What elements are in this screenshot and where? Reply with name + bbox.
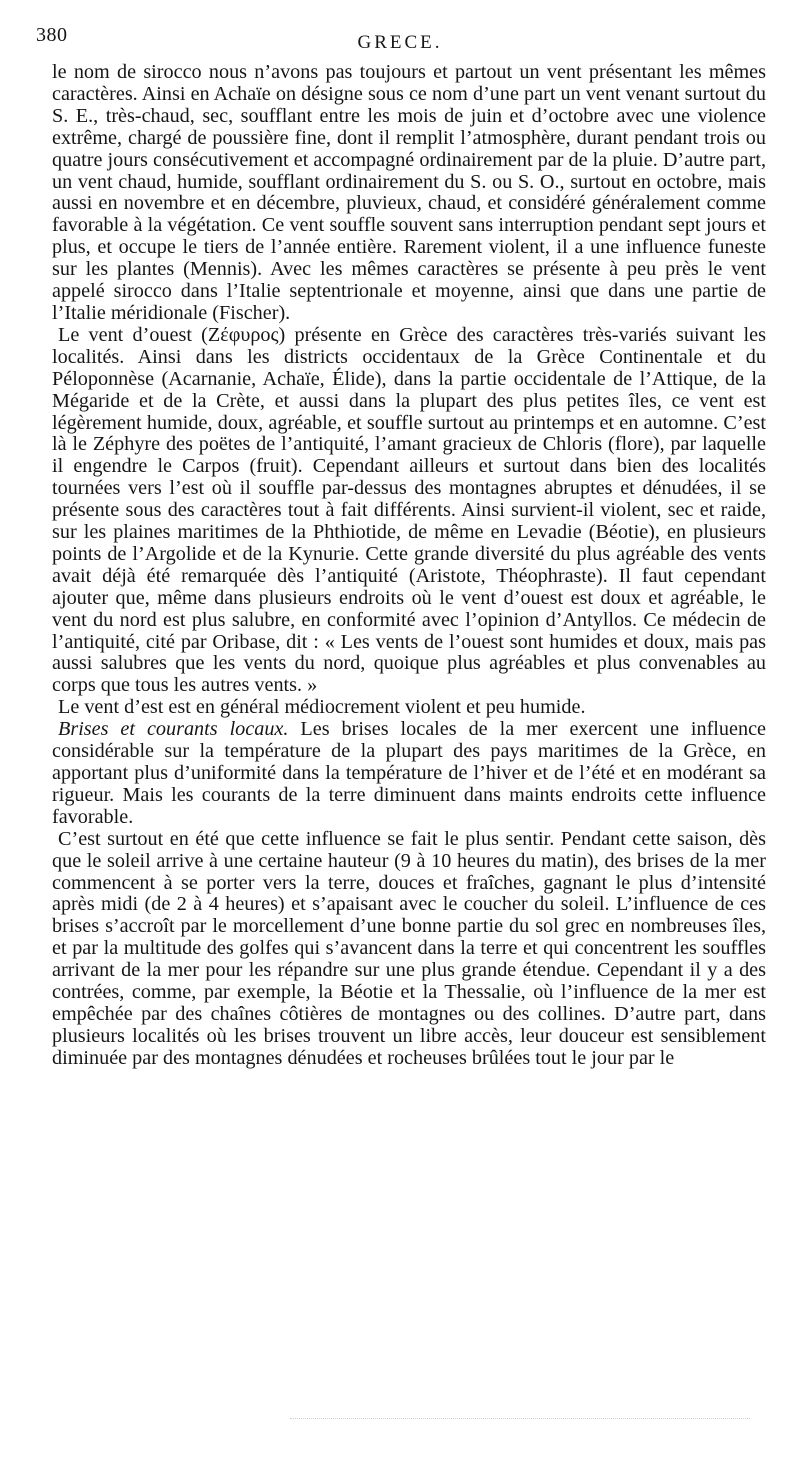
running-head: GRECE.: [357, 32, 443, 53]
section-heading-brises: Brises et courants locaux.: [58, 718, 289, 741]
paragraph-brises: [52, 719, 766, 829]
paragraph-ete: C’est surtout en été que cette influence se fait le plus sentir. Pendant cette saison, dès que le soleil arrive à une certaine hauteur (9 à 10 heures du matin), des brises de la mer commencent à se porter vers la terre, douces et fraîches, gagnant le plus d’intensité après midi (de 2 à 4 heures) et s’apaisant avec le coucher du soleil. L’influence de ces brises s’accroît par le morcellement d’une bonne partie du sol grec en nombreuses îles, et par la multitude des golfes qui s’avancent dans la terre et qui concentrent les souffles arrivant de la mer pour les répandre sur une plus grande étendue. Cependant il y a des contrées, comme, par exemple, la Béotie et la Thessalie, où l’influence de la mer est empêchée par des chaînes côtières de montagnes ou des collines. D’autre part, dans plusieurs localités où les brises trouvent un libre accès, leur douceur est sensiblement diminuée par des montagnes dénudées et rocheuses brûlées tout le jour par le: [52, 827, 766, 1069]
paragraph-sirocco: le nom de sirocco nous n’avons pas toujours et partout un vent présentant les mêmes caractères. Ainsi en Achaïe on désigne sous ce nom d’une part un vent venant surtout du S. E., très-chaud, sec, soufflant entre les mois de juin et d’octobre avec une violence extrême, chargé de poussière fine, dont il remplit l’atmosphère, durant pendant trois ou quatre jours consécutivement et accompagné ordinairement par de la pluie. D’autre part, un vent chaud, humide, soufflant ordinairement du S. ou S. O., surtout en octobre, mais aussi en novembre et en décembre, pluvieux, chaud, et considéré généralement comme favorable à la végétation. Ce vent souffle souvent sans interruption pendant sept jours et plus, et occupe le tiers de l’année entière. Rarement violent, il a une influence funeste sur les plantes (Mennis). Avec les mêmes caractères se présente à peu près le vent appelé sirocco dans l’Italie septentrionale et moyenne, ainsi que dans une partie de l’Italie méridionale (Fischer).: [52, 61, 766, 324]
bleed-through-line: [290, 1418, 750, 1419]
body-text: [52, 62, 766, 1070]
paragraph-vent-ouest: Le vent d’ouest (Ζέφυρος) présente en Grèce des caractères très-variés suivant les localités. Ainsi dans les districts occidentaux de la Grèce Continentale et du Péloponnèse (Acarnanie, Achaïe, Élide), dans la partie occidentale de l’Attique, de la Mégaride et de la Crète, et aussi dans la plupart des plus petites îles, ce vent est légèrement humide, doux, agréable, et souffle surtout au printemps et en automne. C’est là le Zéphyre des poëtes de l’antiquité, l’amant gracieux de Chloris (flore), par laquelle il engendre le Carpos (fruit). Cependant ailleurs et surtout dans bien des localités tournées vers l’est où il souffle par-dessus des montagnes abruptes et dénudées, il se présente sous des caractères tout à fait différents. Ainsi survient-il violent, sec et raide, sur les plaines maritimes de la Phthiotide, de même en Levadie (Béotie), en plusieurs points de l’Argolide et de la Kynurie. Cette grande diversité du plus agréable des vents avait déjà été remarquée dès l’antiquité (Aristote, Théophraste). Il faut cependant ajouter que, même dans plusieurs endroits où le vent d’ouest est doux et agréable, le vent du nord est plus salubre, en conformité avec l’opinion d’Antyllos. Ce médecin de l’antiquité, cité par Oribase, dit : « Les vents de l’ouest sont humides et doux, mais pas aussi salubres que les vents du nord, quoique plus agréables et plus convenables au corps que tous les autres vents. »: [52, 323, 766, 697]
page-number: 380: [36, 24, 68, 46]
paragraph-brises-text: Les brises locales de la mer exercent une influence considérable sur la température de la plupart des pays maritimes de la Grèce, en apportant plus d’uniformité dans la température de l’hiver et de l’été et en modérant sa rigueur. Mais les courants de la terre diminuent dans maints endroits cette influence favorable.: [52, 718, 766, 828]
paragraph-vent-est: Le vent d’est est en général médiocrement violent et peu humide.: [58, 696, 586, 719]
